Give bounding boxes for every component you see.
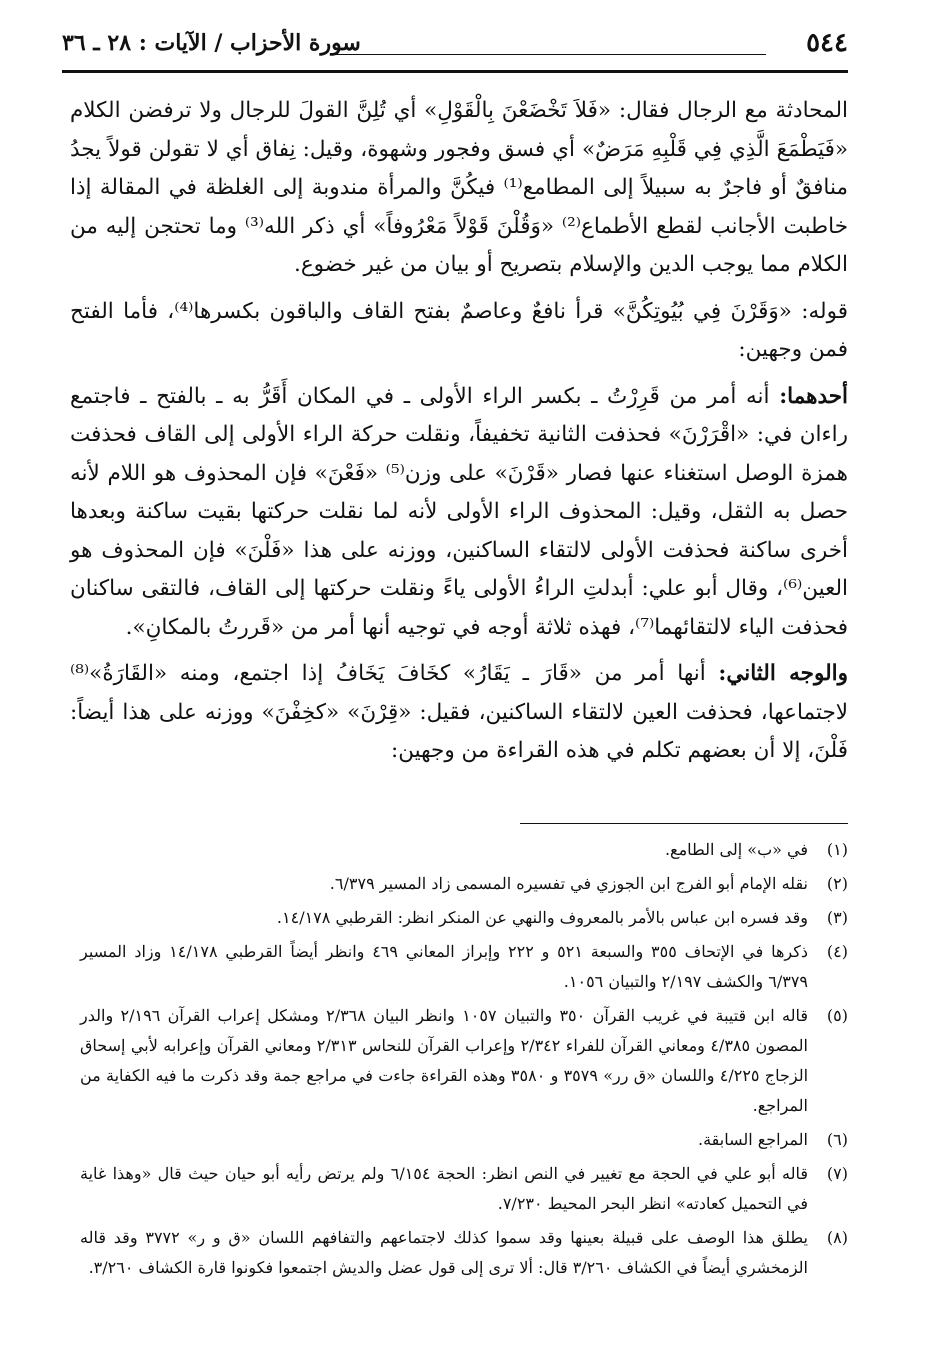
second-aspect-text: أنها أمر من «قَارَ ـ يَقَارُ» كخَافَ يَخَافُ إذا اجتمع، ومنه «القَارَةُ»⁽⁸⁾ bbox=[70, 661, 706, 686]
footnote-number: (٦) bbox=[826, 1130, 848, 1149]
page-number: ٥٤٤ bbox=[806, 28, 848, 58]
footnote-text: وقد فسره ابن عباس بالأمر بالمعروف والنهي عن المنكر انظر: القرطبي ١٤/١٧٨. bbox=[276, 908, 808, 927]
footnote-text: قاله ابن قتيبة في غريب القرآن ٣٥٠ والتبيان ١٠٥٧ وانظر البيان ٢/٣٦٨ ومشكل إعراب القرآن ٢/١٩٦ والدر المصون ٤/٣٨٥ ومعاني القرآن للفراء ٢/٣٤٢ وإعراب القرآن للنحاس ٢/٣١٣ ومعاني القرآن وإعرابه لأبي إسحاق الزجاج ٤/٢٢٥ واللسان «ق رر» ٣٥٧٩ و ٣٥٨٠ وهذه القراءة جاءت في مراجع جمة وقد ذكرت ما فيه الكفاية من المراجع. bbox=[80, 1006, 809, 1115]
first-aspect-continuation: فاجتمع راءان في: «اقْرَرْنَ» فحذفت الثانية تخفيفاً، ونقلت حركة الراء الأولى إلى القاف فحذفت همزة الوصل استغناء عنها فصار «قَرْنَ» على وزن⁽⁵⁾ «فَعْنَ» فإن المحذوف هو اللام لأنه حصل به الثقل، وقيل: المحذوف الراء الأولى لأنه لما نقلت حركتها بقيت ساكنة وبعدها أخرى ساكنة فحذفت الأولى لالتقاء الساكنين، ووزنه على هذا «فَلْنَ» فإن المحذوف هو العين⁽⁶⁾، وقال أبو علي: أبدلتِ الراءُ الأولى ياءً ونقلت حركتها إلى القاف، فالتقى ساكنان فحذفت الياء لالتقائهما⁽⁷⁾، فهذه ثلاثة أوجه في توجيه أنها أمر من «قَررتُ بالمكانِ». bbox=[70, 383, 848, 640]
footnote-text: في «ب» إلى الطامع. bbox=[664, 840, 808, 859]
footnote-4 bbox=[80, 937, 848, 997]
first-aspect-text: أنه أمر من قَرِرْتُ ـ بكسر الراء الأولى ـ في المكان أَقَرُّ به ـ بالفتح ـ bbox=[140, 383, 770, 409]
main-text bbox=[70, 92, 848, 779]
header-rule bbox=[332, 54, 766, 55]
second-aspect-continuation: لاجتماعها، فحذفت العين لالتقاء الساكنين، فقيل: «قِرْنَ» «كخِفْنَ» ووزنه على هذا أيضاً: فَلْنَ، إلا أن بعضهم تكلم في هذه القراءة من وجهين: bbox=[70, 699, 848, 763]
footnote-text: نقله الإمام أبو الفرج ابن الجوزي في تفسيره المسمى زاد المسير ٦/٣٧٩. bbox=[329, 874, 808, 893]
footnote-number: (٨) bbox=[826, 1228, 848, 1247]
first-aspect-lead: أحدهما: bbox=[779, 383, 849, 409]
footnote-divider bbox=[520, 823, 848, 824]
footnote-number: (٣) bbox=[826, 908, 848, 927]
paragraph-1: المحادثة مع الرجال فقال: «فَلاَ تَخْضَعْنَ بِالْقَوْلِ» أي تُلِنَّ القولَ للرجال ولا ترفضن الكلام «فَيَطْمَعَ الَّذِي فِي قَلْبِهِ مَرَضٌ» أي فسق وفجور وشهوة، وقيل: نِفاق أي لا تقولن قولاً يجدُ منافقٌ أو فاجرٌ به سبيلاً إلى المطامع⁽¹⁾ فيكُنَّ والمرأة مندوبة إلى الغلظة في المقالة إذا خاطبت الأجانب لقطع الأطماع⁽²⁾ «وَقُلْنَ قَوْلاً مَعْرُوفاً» أي ذكر الله⁽³⁾ وما تحتجن إليه من الكلام مما يوجب الدين والإسلام بتصريح أو بيان من غير خضوع. bbox=[70, 98, 848, 277]
footnotes bbox=[80, 835, 848, 1287]
paragraph-second-aspect bbox=[70, 655, 848, 771]
paragraph-2: قوله: «وَقَرْنَ فِي بُيُوتِكُنَّ» قرأ نافعٌ وعاصمٌ بفتح القاف والباقون بكسرها⁽⁴⁾، فأما الفتح فمن وجهين: bbox=[70, 298, 848, 362]
footnote-8 bbox=[80, 1223, 848, 1283]
footnote-text: قاله أبو علي في الحجة مع تغيير في النص انظر: الحجة ٦/١٥٤ ولم يرتض رأيه أبو حيان حيث قال «وهذا غاية في التحميل كعادته» انظر البحر المحيط ٧/٢٣٠. bbox=[80, 1164, 809, 1213]
footnote-number: (٤) bbox=[826, 942, 848, 961]
footnote-number: (٥) bbox=[826, 1006, 848, 1025]
footnote-7 bbox=[80, 1159, 848, 1219]
footnote-2 bbox=[80, 869, 848, 899]
running-title: سورة الأحزاب / الآيات : ٢٨ ـ ٣٦ bbox=[62, 30, 361, 56]
footnote-number: (٢) bbox=[826, 874, 848, 893]
second-aspect-lead: والوجه الثاني: bbox=[718, 661, 848, 686]
page-header bbox=[62, 26, 848, 73]
footnote-1 bbox=[80, 835, 848, 865]
footnote-5 bbox=[80, 1001, 848, 1121]
footnote-text: يطلق هذا الوصف على قبيلة بعينها وقد سموا كذلك لاجتماعهم والتفافهم اللسان «ق و ر» ٣٧٧٢ وقد قاله الزمخشري أيضاً في الكشاف ٣/٢٦٠ قال: ألا ترى إلى قول عضل والديش اجتمعوا فكونوا قارة الكشاف ٣/٢٦٠. bbox=[80, 1228, 808, 1277]
footnote-text: ذكرها في الإتحاف ٣٥٥ والسبعة ٥٢١ و ٢٢٢ وإبراز المعاني ٤٦٩ وانظر أيضاً القرطبي ١٤/١٧٨ وزاد المسير ٦/٣٧٩ والكشف ٢/١٩٧ والتبيان ١٠٥٦. bbox=[80, 942, 808, 991]
footnote-6 bbox=[80, 1125, 848, 1155]
footnote-text: المراجع السابقة. bbox=[697, 1130, 808, 1149]
footnote-3 bbox=[80, 903, 848, 933]
footnote-number: (١) bbox=[826, 840, 848, 859]
footnote-number: (٧) bbox=[826, 1164, 848, 1183]
paragraph-first-aspect bbox=[70, 378, 848, 648]
